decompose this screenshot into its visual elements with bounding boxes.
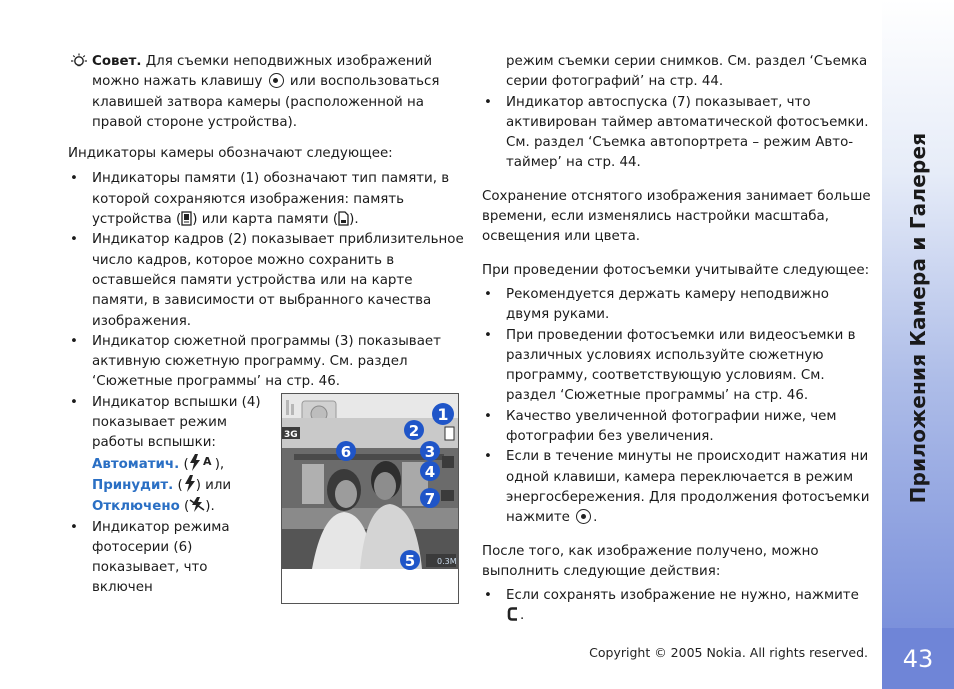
callout-4 (420, 461, 440, 481)
flash-auto-label: Автоматич. (92, 456, 180, 472)
list-item: • Качество увеличенной фотографии ниже, чем фотографии без увеличения. (484, 408, 837, 445)
memory-card-icon (338, 211, 349, 226)
callout-6 (336, 441, 356, 461)
list-item-powersave: • Если в течение минуты не происходит нажатия ни одной клавиши, камера переключается в режим энергосбережения. Для продолжения фотосъемки нажмите . (484, 449, 870, 526)
list-item-flash: • Индикатор вспышки (4) показывает режим работы вспышки: Автоматич. ( A ), Принудит. ( ) или Отключено ( ). (70, 394, 261, 515)
list-item-memory: • Индикаторы памяти (1) обозначают тип памяти, в которой сохраняются изображения: память устройства ( ) или карта памяти ( ). (70, 171, 450, 228)
after-intro: После того, как изображение получено, можно выполнить следующие действия: (482, 543, 819, 579)
status-3g-text: 3G (284, 430, 298, 440)
svg-text:3: 3 (424, 443, 436, 461)
list-item-scene: • Индикатор сюжетной программы (3) показывает активную сюжетную программу. См. раздел ‘Сюжетные программы’ на стр. 46. (70, 333, 441, 390)
list-item-burst: • Индикатор режима фотосерии (6) показывает, что включен (70, 519, 230, 596)
consider-list (482, 285, 874, 529)
after-list (482, 586, 874, 627)
svg-text:2: 2 (408, 422, 420, 440)
flash-forced-icon (183, 475, 196, 492)
svg-text:7: 7 (424, 490, 436, 508)
clear-key-icon (506, 606, 520, 622)
callout-3 (420, 441, 440, 461)
flash-off-icon (189, 496, 205, 513)
callout-2 (404, 420, 424, 440)
consider-intro: При проведении фотосъемки учитывайте следующее: (482, 262, 870, 278)
svg-text:6: 6 (340, 443, 352, 461)
burst-continuation: режим съемки серии снимков. См. раздел ‘Съемка серии фотографий’ на стр. 44. (506, 54, 868, 90)
svg-text:5: 5 (404, 552, 416, 570)
device-memory-icon (181, 211, 192, 226)
svg-text:1: 1 (437, 405, 449, 424)
list-item-selftimer: • Индикатор автоспуска (7) показывает, что активирован таймер автоматической фотосъемки. См. раздел ‘Съемка автопортрета – режим Авто-таймер’ на стр. 44. (484, 94, 869, 171)
lightbulb-tip-icon (68, 53, 90, 71)
tip-text-2: или воспользоваться клавишей затвора камеры (расположенной на правой стороне устройства). (92, 74, 440, 130)
list-item: • Рекомендуется держать камеру неподвижно двумя руками. (484, 286, 829, 323)
size-label: 0.3M (437, 557, 457, 566)
saving-paragraph: Сохранение отснятого изображения занимает больше времени, если изменялись настройки масштаба, освещения или цвета. (482, 188, 871, 245)
right-column (482, 52, 874, 627)
list-item-frames: • Индикатор кадров (2) показывает приблизительное число кадров, которое можно сохранить в оставшейся памяти устройства или на карте памяти, в зависимости от выбранного качества изображения. (70, 232, 464, 329)
tip-text-1: Для съемки неподвижных изображений можно нажать клавишу (92, 54, 433, 90)
viewfinder-illustration (282, 394, 458, 603)
tip-paragraph (68, 52, 464, 133)
callout-1 (432, 403, 454, 425)
flash-off-label: Отключено (92, 499, 180, 515)
list-item: • При проведении фотосъемки или видеосъемки в различных условиях используйте сюжетную программу, соответствующую условиям. См. раздел ‘Сюжетные программы’ на стр. 46. (484, 327, 856, 404)
svg-text:A: A (202, 454, 212, 468)
list-item-delete: • Если сохранять изображение не нужно, нажмите . (484, 588, 859, 624)
select-key-icon (269, 73, 284, 88)
camera-viewfinder-figure (281, 393, 459, 604)
select-key-icon (576, 509, 591, 524)
page-number: 43 (882, 628, 954, 689)
callout-5 (400, 550, 420, 570)
tip-label: Совет. (92, 54, 142, 69)
flash-auto-icon (189, 454, 215, 471)
callout-7 (420, 488, 440, 508)
flash-forced-label: Принудит. (92, 477, 174, 493)
chapter-title: Приложения Камера и Галерея (906, 132, 930, 504)
copyright-notice: Copyright © 2005 Nokia. All rights reserved. (589, 645, 868, 660)
selftimer-list (482, 93, 874, 174)
indicators-intro: Индикаторы камеры обозначают следующее: (68, 146, 393, 162)
svg-text:4: 4 (424, 463, 436, 481)
